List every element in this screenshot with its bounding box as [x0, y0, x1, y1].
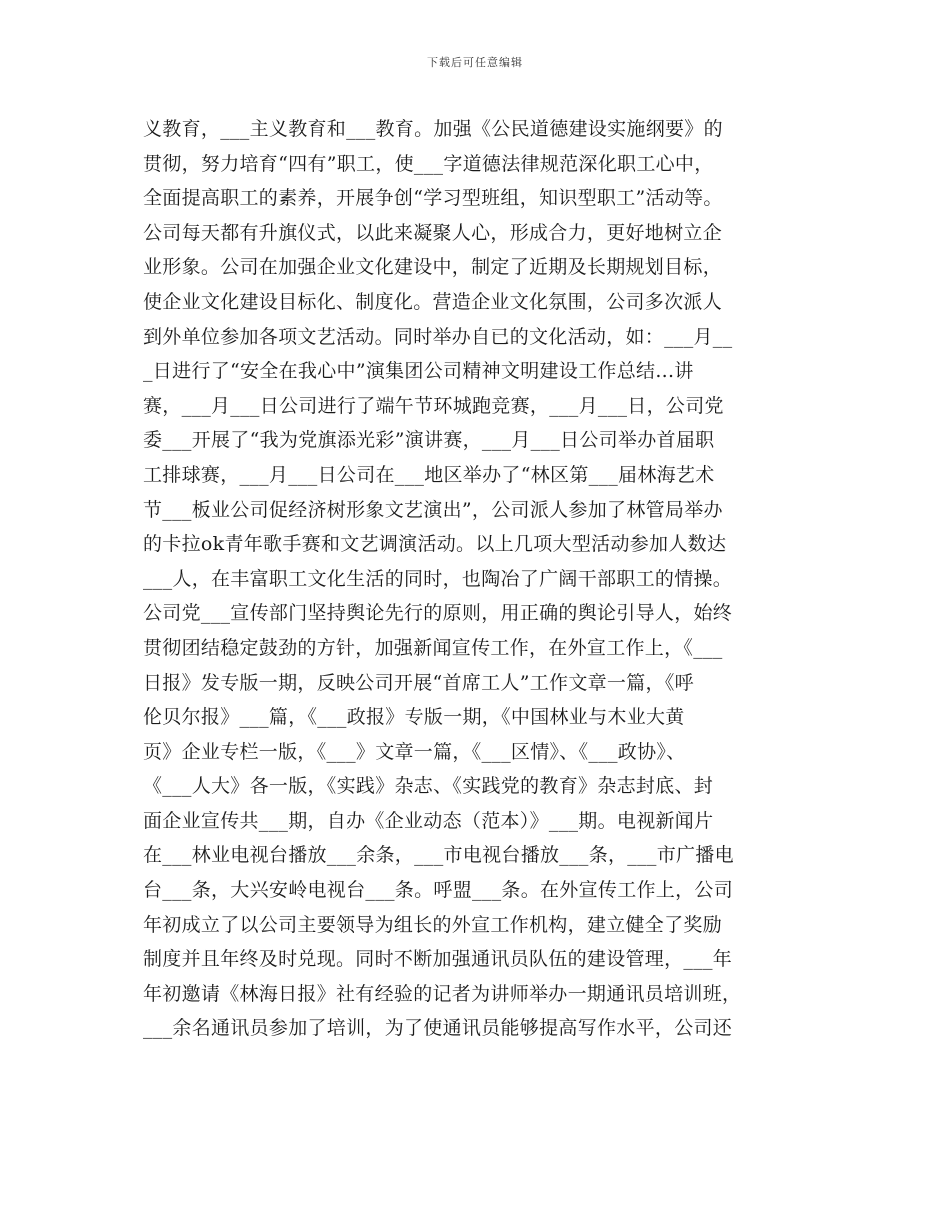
document-body [143, 112, 833, 1046]
text-line: 《___人大》各一版，《实践》杂志、《实践党的教育》杂志封底、封 [143, 775, 714, 798]
text-line: 全面提高职工的素养，开展争创“学习型班组，知识型职工”活动等。 [143, 187, 723, 210]
text-line: ___余名通讯员参加了培训，为了使通讯员能够提高写作水平，公司还 [143, 1017, 733, 1040]
text-line: 制度并且年终及时兑现。同时不断加强通讯员队伍的建设管理，___年 [143, 948, 733, 971]
text-line: 委___开展了“我为党旗添光彩”演讲赛，___月___日公司举办首届职 [143, 429, 715, 452]
text-line: 工排球赛，___月___日公司在___地区举办了“林区第___届林海艺术 [143, 463, 715, 486]
text-line: 使企业文化建设目标化、制度化。营造企业文化氛围，公司多次派人 [143, 290, 723, 313]
text-line: 节___板业公司促经济树形象文艺演出”，公司派人参加了林管局举办 [143, 498, 723, 521]
text-line: 年初成立了以公司主要领导为组长的外宣工作机构，建立健全了奖励 [143, 913, 723, 936]
text-line: 伦贝尔报》___篇，《___政报》专版一期，《中国林业与木业大黄 [143, 706, 685, 729]
text-line: 业形象。公司在加强企业文化建设中，制定了近期及长期规划目标， [143, 256, 723, 279]
text-line: 年初邀请《林海日报》社有经验的记者为讲师举办一期通讯员培训班， [143, 982, 742, 1005]
text-line: 公司每天都有升旗仪式，以此来凝聚人心，形成合力，更好地树立企 [143, 221, 723, 244]
text-line: 在___林业电视台播放___余条，___市电视台播放___条，___市广播电 [143, 844, 734, 867]
text-line: 日报》发专版一期，反映公司开展“首席工人”工作文章一篇，《呼 [143, 671, 694, 694]
text-line: 的卡拉ok青年歌手赛和文艺调演活动。以上几项大型活动参加人数达 [143, 533, 727, 556]
text-line: ___人，在丰富职工文化生活的同时，也陶冶了广阔干部职工的情操。 [143, 567, 733, 590]
text-line: 公司党___宣传部门坚持舆论先行的原则，用正确的舆论引导人，始终 [143, 602, 733, 625]
text-line: 义教育，___主义教育和___教育。加强《公民道德建设实施纲要》的 [143, 118, 723, 140]
page-header-note: 下载后可任意编辑 [427, 56, 523, 69]
text-line: 到外单位参加各项文艺活动。同时举办自已的文化活动，如：___月__ [143, 325, 733, 348]
text-line: 贯彻团结稳定鼓劲的方针，加强新闻宣传工作，在外宣工作上，《___ [143, 636, 723, 659]
text-line: 台___条，大兴安岭电视台___条。呼盟___条。在外宣传工作上，公司 [143, 879, 734, 902]
text-line: 页》企业专栏一版，《___》文章一篇，《___区情》、《___政协》、 [143, 740, 686, 763]
text-line: _日进行了“安全在我心中”演集团公司精神文明建设工作总结...讲 [143, 360, 694, 383]
text-line: 贯彻，努力培育“四有”职工，使___字道德法律规范深化职工心中， [143, 152, 714, 175]
text-line: 赛，___月___日公司进行了端午节环城跑竞赛，___月___日，公司党 [143, 394, 724, 417]
text-line: 面企业宣传共___期，自办《企业动态（范本）》___期。电视新闻片 [143, 809, 714, 832]
